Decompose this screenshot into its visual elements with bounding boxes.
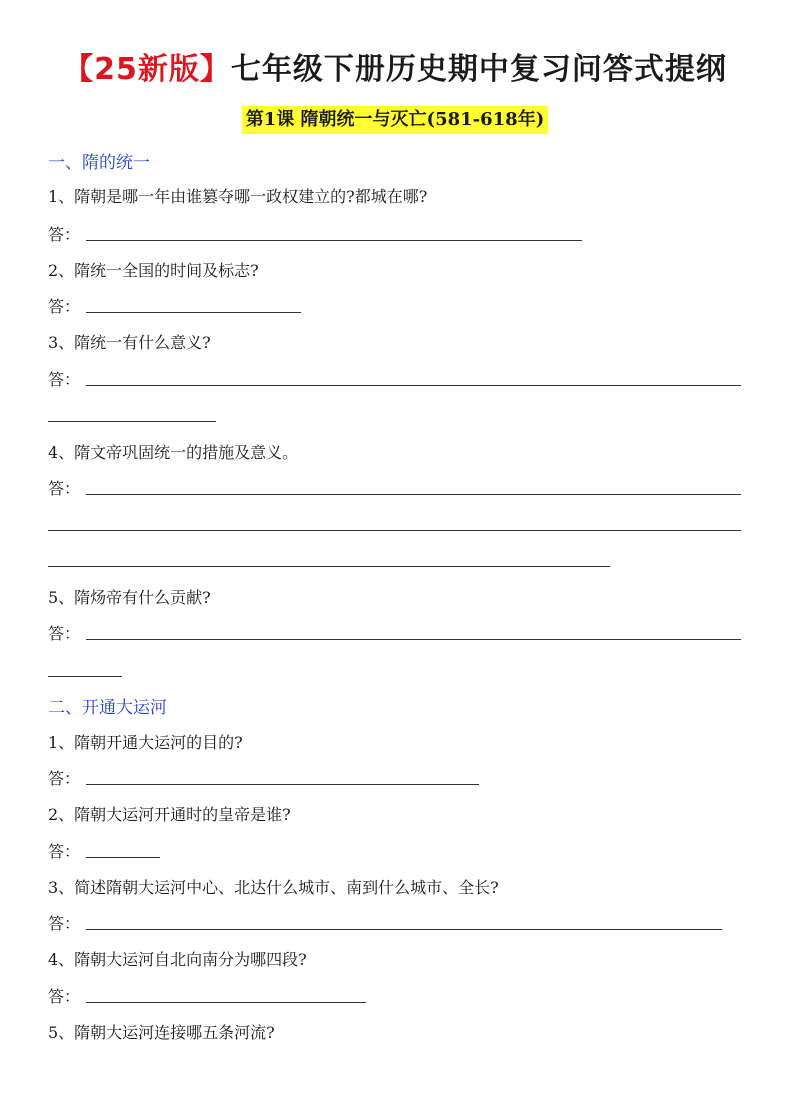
question-1-4: 4、隋文帝巩固统一的措施及意义。 [48,443,299,462]
answer-line [48,421,216,422]
answer-label: 答： [48,225,81,244]
question-2-2: 2、隋朝大运河开通时的皇帝是谁? [48,805,291,824]
question-1-5: 5、隋炀帝有什么贡献? [48,588,211,607]
answer-line [86,639,741,640]
answer-line [86,312,301,313]
answer-label: 答： [48,987,81,1006]
answer-line [86,857,160,858]
question-1-3: 3、隋统一有什么意义? [48,333,211,352]
lesson-heading: 第1课 隋朝统一与灭亡(581-618年) [242,106,548,134]
answer-line [48,566,610,567]
document-title [0,44,790,88]
answer-line [48,530,741,531]
edition-tag: 【25新版】 [63,52,231,87]
question-2-1: 1、隋朝开通大运河的目的? [48,733,243,752]
question-1-1: 1、隋朝是哪一年由谁篡夺哪一政权建立的?都城在哪? [48,187,428,206]
answer-line [86,385,741,386]
title-text: 七年级下册历史期中复习问答式提纲 [230,52,727,87]
answer-label: 答： [48,297,81,316]
answer-line [86,784,479,785]
answer-line [86,1002,366,1003]
answer-label: 答： [48,370,81,389]
question-1-2: 2、隋统一全国的时间及标志? [48,261,259,280]
answer-line [48,676,122,677]
answer-line [86,240,582,241]
answer-label: 答： [48,624,81,643]
question-2-3: 3、简述隋朝大运河中心、北达什么城市、南到什么城市、全长? [48,878,499,897]
answer-line [86,929,722,930]
answer-label: 答： [48,769,81,788]
answer-line [86,494,741,495]
answer-label: 答： [48,842,81,861]
question-2-4: 4、隋朝大运河自北向南分为哪四段? [48,950,307,969]
answer-label: 答： [48,479,81,498]
answer-label: 答： [48,914,81,933]
lesson-heading-wrap [0,106,790,134]
question-2-5: 5、隋朝大运河连接哪五条河流? [48,1023,275,1042]
section-heading-2: 二、开通大运河 [48,698,167,718]
section-heading-1: 一、隋的统一 [48,153,150,173]
